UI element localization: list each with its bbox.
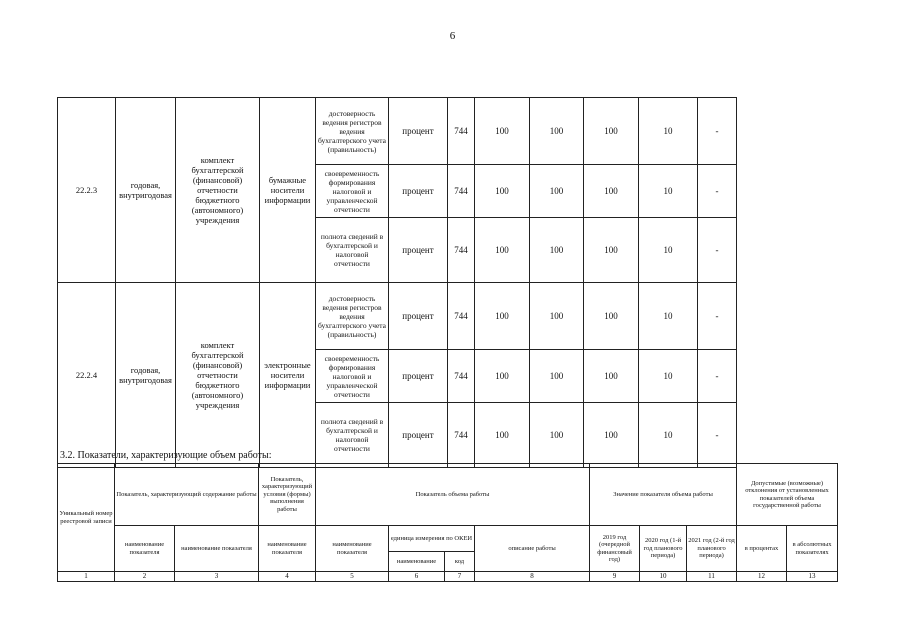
column-number: 7 [445, 572, 475, 582]
column-number: 8 [475, 572, 590, 582]
subheader-name: наименование показателя [115, 526, 175, 572]
deviation-percent: 10 [639, 283, 698, 350]
value-2020: 100 [530, 350, 584, 403]
column-number: 4 [259, 572, 316, 582]
indicator-name: полнота сведений в бухгалтерской и налоговой отчетности [316, 403, 389, 468]
column-number: 1 [58, 572, 115, 582]
value-2020: 100 [530, 218, 584, 283]
deviation-absolute: - [698, 403, 737, 468]
periodicity: годовая, внутригодовая [116, 98, 176, 283]
quality-indicators-table [57, 97, 737, 468]
unit-name: процент [389, 350, 448, 403]
header-condition: Показатель, характеризующий условия (формы) выполнения работы [259, 464, 316, 526]
okei-code: 744 [448, 218, 475, 283]
deviation-absolute: - [698, 218, 737, 283]
okei-code: 744 [448, 350, 475, 403]
value-2020: 100 [530, 403, 584, 468]
page-number: 6 [449, 30, 456, 42]
indicator-name: своевременность формирования налоговой и управленческой отчетности [316, 165, 389, 218]
value-2021: 100 [584, 218, 639, 283]
subheader-year-2021: 2021 год (2-й год планового периода) [687, 526, 737, 572]
value-2021: 100 [584, 283, 639, 350]
indicator-name: полнота сведений в бухгалтерской и налоговой отчетности [316, 218, 389, 283]
quality-row [58, 98, 737, 165]
header-deviation: Допустимые (возможные) отклонения от установленных показателей объема государственной работы [737, 464, 838, 526]
work-content: комплект бухгалтерской (финансовой) отчетности бюджетного (автономного) учреждения [176, 283, 260, 468]
subheader-name: наименование показателя [259, 526, 316, 572]
subheader-year-2019: 2019 год (очередной финансовый год) [590, 526, 640, 572]
value-2019: 100 [475, 350, 530, 403]
okei-code: 744 [448, 283, 475, 350]
registry-code: 22.2.3 [58, 98, 116, 283]
unit-name: процент [389, 165, 448, 218]
deviation-absolute: - [698, 283, 737, 350]
subheader-name: наименование показателя [316, 526, 389, 572]
deviation-absolute: - [698, 98, 737, 165]
column-number: 12 [737, 572, 787, 582]
header-content: Показатель, характеризующий содержание работы [115, 464, 259, 526]
indicator-name: достоверность ведения регистров ведения бухгалтерского учета (правильность) [316, 98, 389, 165]
unit-name: процент [389, 98, 448, 165]
value-2021: 100 [584, 98, 639, 165]
deviation-percent: 10 [639, 165, 698, 218]
indicator-name: достоверность ведения регистров ведения бухгалтерского учета (правильность) [316, 283, 389, 350]
subheader-name: наименование показателя [175, 526, 259, 572]
value-2020: 100 [530, 283, 584, 350]
unit-name: процент [389, 218, 448, 283]
deviation-percent: 10 [639, 350, 698, 403]
header-unique-number: Уникальный номер реестровой записи [58, 464, 115, 572]
subheader-year-2020: 2020 год (1-й год планового периода) [640, 526, 687, 572]
header-volume: Показатель объема работы [316, 464, 590, 526]
subheader-unit-code: код [445, 552, 475, 572]
okei-code: 744 [448, 98, 475, 165]
column-number: 9 [590, 572, 640, 582]
value-2019: 100 [475, 218, 530, 283]
subheader-unit: единица измерения по ОКЕИ [389, 526, 475, 552]
periodicity: годовая, внутригодовая [116, 283, 176, 468]
indicator-name: своевременность формирования налоговой и управленческой отчетности [316, 350, 389, 403]
volume-indicators-table [57, 463, 838, 582]
value-2020: 100 [530, 98, 584, 165]
column-number: 3 [175, 572, 259, 582]
column-number: 13 [787, 572, 838, 582]
column-number: 2 [115, 572, 175, 582]
unit-name: процент [389, 403, 448, 468]
work-content: комплект бухгалтерской (финансовой) отчетности бюджетного (автономного) учреждения [176, 98, 260, 283]
section-title: 3.2. Показатели, характеризующие объем работы: [60, 450, 272, 461]
deviation-absolute: - [698, 350, 737, 403]
unit-name: процент [389, 283, 448, 350]
column-number: 6 [389, 572, 445, 582]
value-2019: 100 [475, 403, 530, 468]
value-2019: 100 [475, 98, 530, 165]
work-condition: бумажные носители информации [260, 98, 316, 283]
work-condition: электронные носители информации [260, 283, 316, 468]
value-2021: 100 [584, 403, 639, 468]
okei-code: 744 [448, 403, 475, 468]
subheader-absolute: в абсолютных показателях [787, 526, 838, 572]
okei-code: 744 [448, 165, 475, 218]
header-value: Значение показателя объема работы [590, 464, 737, 526]
column-number: 5 [316, 572, 389, 582]
column-number: 11 [687, 572, 737, 582]
value-2019: 100 [475, 283, 530, 350]
value-2019: 100 [475, 165, 530, 218]
value-2020: 100 [530, 165, 584, 218]
column-number: 10 [640, 572, 687, 582]
value-2021: 100 [584, 350, 639, 403]
deviation-absolute: - [698, 165, 737, 218]
value-2021: 100 [584, 165, 639, 218]
subheader-unit-name: наименование [389, 552, 445, 572]
quality-row [58, 283, 737, 350]
deviation-percent: 10 [639, 403, 698, 468]
registry-code: 22.2.4 [58, 283, 116, 468]
deviation-percent: 10 [639, 218, 698, 283]
subheader-percent: в процентах [737, 526, 787, 572]
deviation-percent: 10 [639, 98, 698, 165]
subheader-description: описание работы [475, 526, 590, 572]
